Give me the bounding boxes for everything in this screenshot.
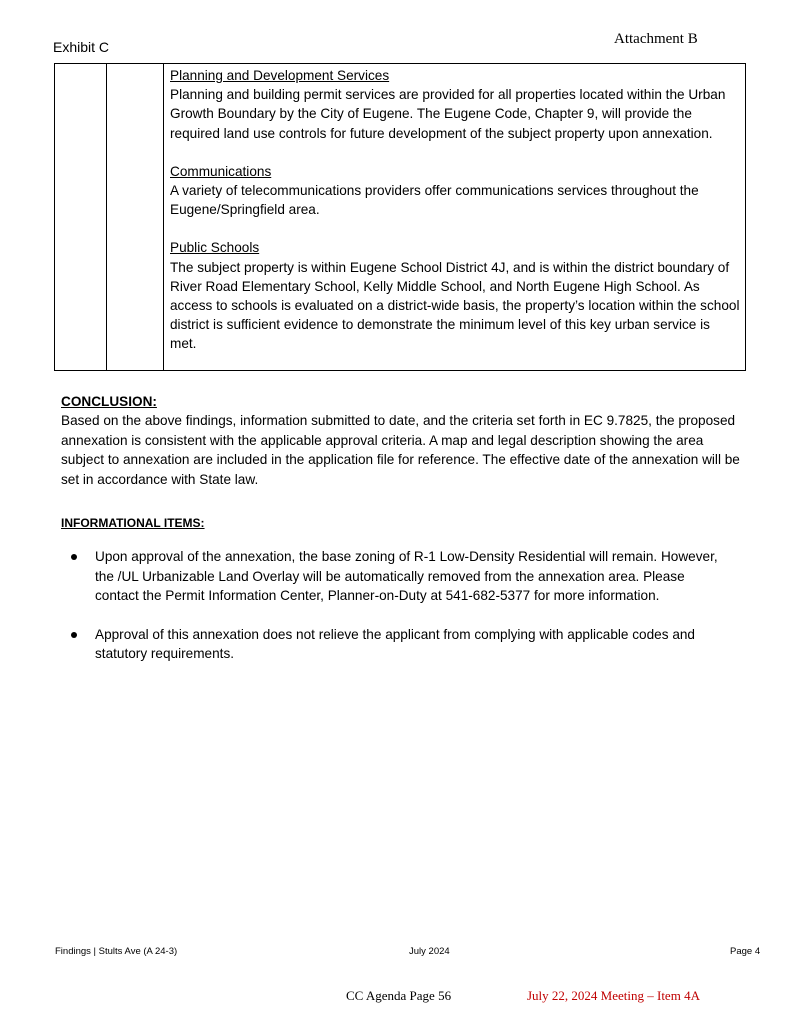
communications-title: Communications xyxy=(170,163,272,179)
schools-title: Public Schools xyxy=(170,240,260,256)
meeting-item: July 22, 2024 Meeting – Item 4A xyxy=(527,988,700,1003)
agenda-page: CC Agenda Page 56 xyxy=(346,988,452,1003)
table-column-2 xyxy=(106,64,164,370)
list-item-text: Upon approval of the annexation, the base zoning of R-1 Low-Density Residential will remain. However, the /UL Urbanizable Land Overlay will be automatically removed from the annexation area. Please contact the Permit Information Center, Planner-on-Duty at 541-682-5377 for more information. xyxy=(95,549,718,603)
list-item xyxy=(61,547,721,606)
conclusion-heading: CONCLUSION: xyxy=(61,394,157,409)
communications-text: A variety of telecommunications providers offer communications services throughout the Eugene/Springfield area. xyxy=(170,183,699,218)
exhibit-label: Exhibit C xyxy=(53,39,110,55)
informational-heading: INFORMATIONAL ITEMS: xyxy=(61,516,205,530)
bullet-icon xyxy=(71,554,77,560)
findings-table xyxy=(54,63,746,371)
table-findings-cell xyxy=(170,66,740,354)
table-column-1 xyxy=(55,64,107,370)
planning-text: Planning and building permit services are provided for all properties located within the Urban Growth Boundary by the City of Eugene. The Eugene Code, Chapter 9, will provide the required land use controls for future development of the subject property upon annexation. xyxy=(170,87,726,141)
conclusion-text: Based on the above findings, information submitted to date, and the criteria set forth in EC 9.7825, the proposed annexation is consistent with the applicable approval criteria. A map and legal description showing the area subject to annexation are included in the application file for reference. The effective date of the annexation will be set in accordance with State law. xyxy=(61,413,740,487)
list-item xyxy=(61,625,721,664)
footer-document-title: Findings | Stults Ave (A 24-3) xyxy=(55,946,178,957)
bullet-icon xyxy=(71,632,77,638)
footer-date: July 2024 xyxy=(409,946,450,957)
attachment-label: Attachment B xyxy=(614,31,698,47)
schools-text: The subject property is within Eugene School District 4J, and is within the district boundary of River Road Elementary School, Kelly Middle School, and North Eugene High School. As access to schools is evaluated on a district-wide basis, the property’s location within the school district is sufficient evidence to demonstrate the minimum level of this key urban service is met. xyxy=(170,259,740,352)
informational-list xyxy=(61,547,721,683)
footer-page-number: Page 4 xyxy=(730,946,761,957)
list-item-text: Approval of this annexation does not relieve the applicant from complying with applicable codes and statutory requirements. xyxy=(95,626,695,661)
planning-title: Planning and Development Services xyxy=(170,68,390,83)
